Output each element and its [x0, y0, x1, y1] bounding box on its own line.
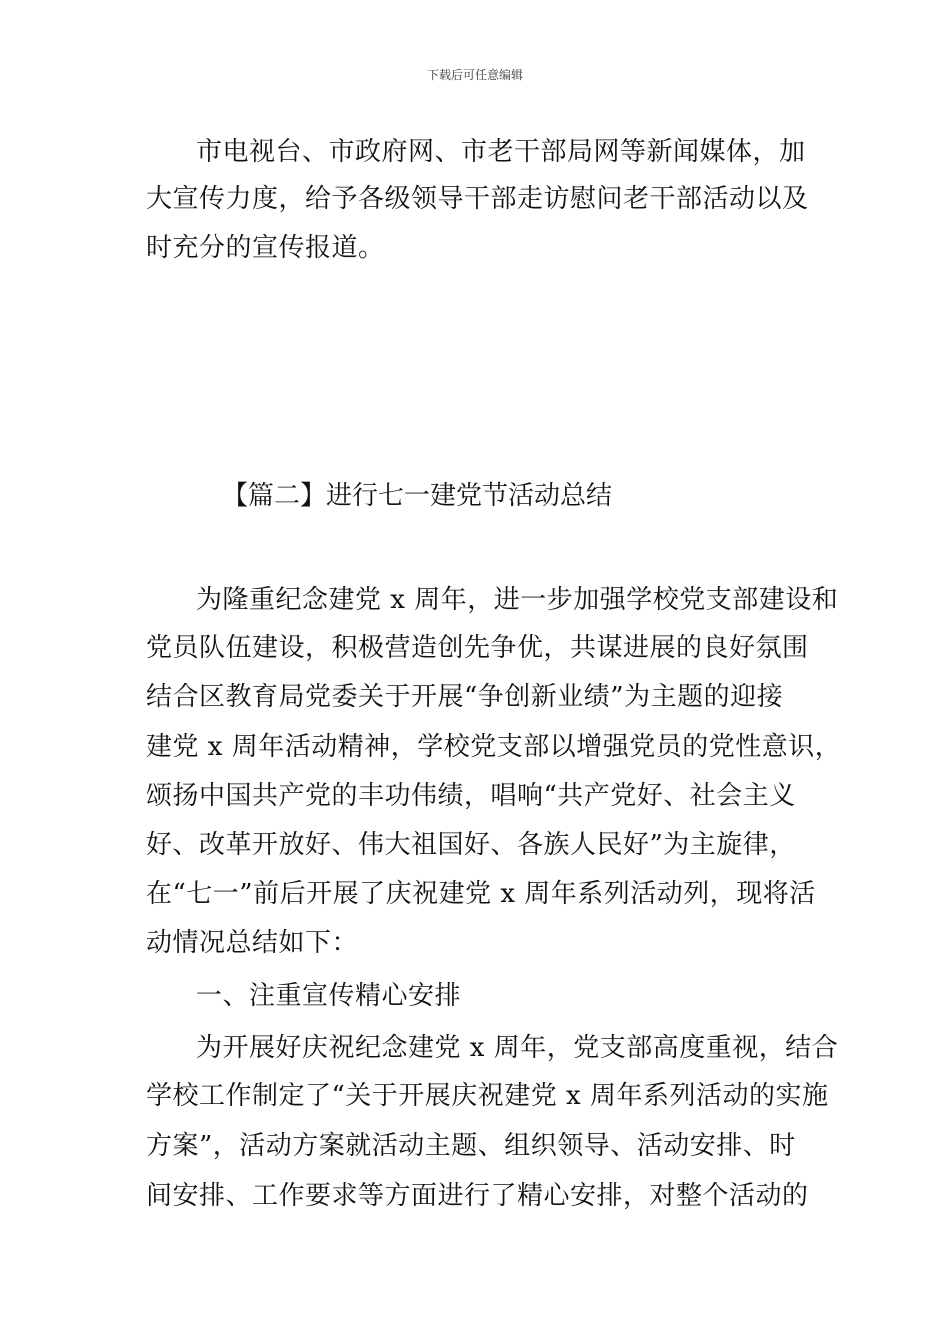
section-title: 【篇二】进行七一建党节活动总结	[222, 481, 613, 511]
paragraph-line: 动情况总结如下：	[146, 928, 359, 958]
paragraph-line: 结合区教育局党委关于开展“争创新业绩”为主题的迎接	[146, 682, 784, 712]
paragraph-line: 在“七一”前后开展了庆祝建党 x 周年系列活动列，现将活	[146, 879, 816, 909]
paragraph-line: 学校工作制定了“关于开展庆祝建党 x 周年系列活动的实施	[146, 1081, 829, 1111]
subheading: 一、注重宣传精心安排	[196, 981, 462, 1011]
paragraph-line: 大宣传力度，给予各级领导干部走访慰问老干部活动以及	[146, 184, 809, 214]
page-header-note: 下载后可任意编辑	[426, 68, 523, 82]
paragraph-line: 好、改革开放好、伟大祖国好、各族人民好”为主旋律，	[146, 830, 796, 860]
paragraph-line: 党员队伍建设，积极营造创先争优，共谋进展的良好氛围	[146, 633, 809, 663]
paragraph-line: 为隆重纪念建党 x 周年，进一步加强学校党支部建设和	[196, 585, 839, 615]
paragraph-line: 为开展好庆祝纪念建党 x 周年，党支部高度重视，结合	[196, 1033, 839, 1063]
paragraph-line: 市电视台、市政府网、市老干部局网等新闻媒体，加	[196, 137, 806, 167]
paragraph-line: 间安排、工作要求等方面进行了精心安排，对整个活动的	[146, 1181, 809, 1211]
paragraph-line: 方案”，活动方案就活动主题、组织领导、活动安排、时	[146, 1131, 796, 1161]
paragraph-line: 建党 x 周年活动精神，学校党支部以增强党员的党性意识，	[146, 732, 842, 762]
paragraph-line: 时充分的宣传报道。	[146, 233, 385, 263]
paragraph-line: 颂扬中国共产党的丰功伟绩，唱响“共产党好、社会主义	[146, 781, 796, 811]
